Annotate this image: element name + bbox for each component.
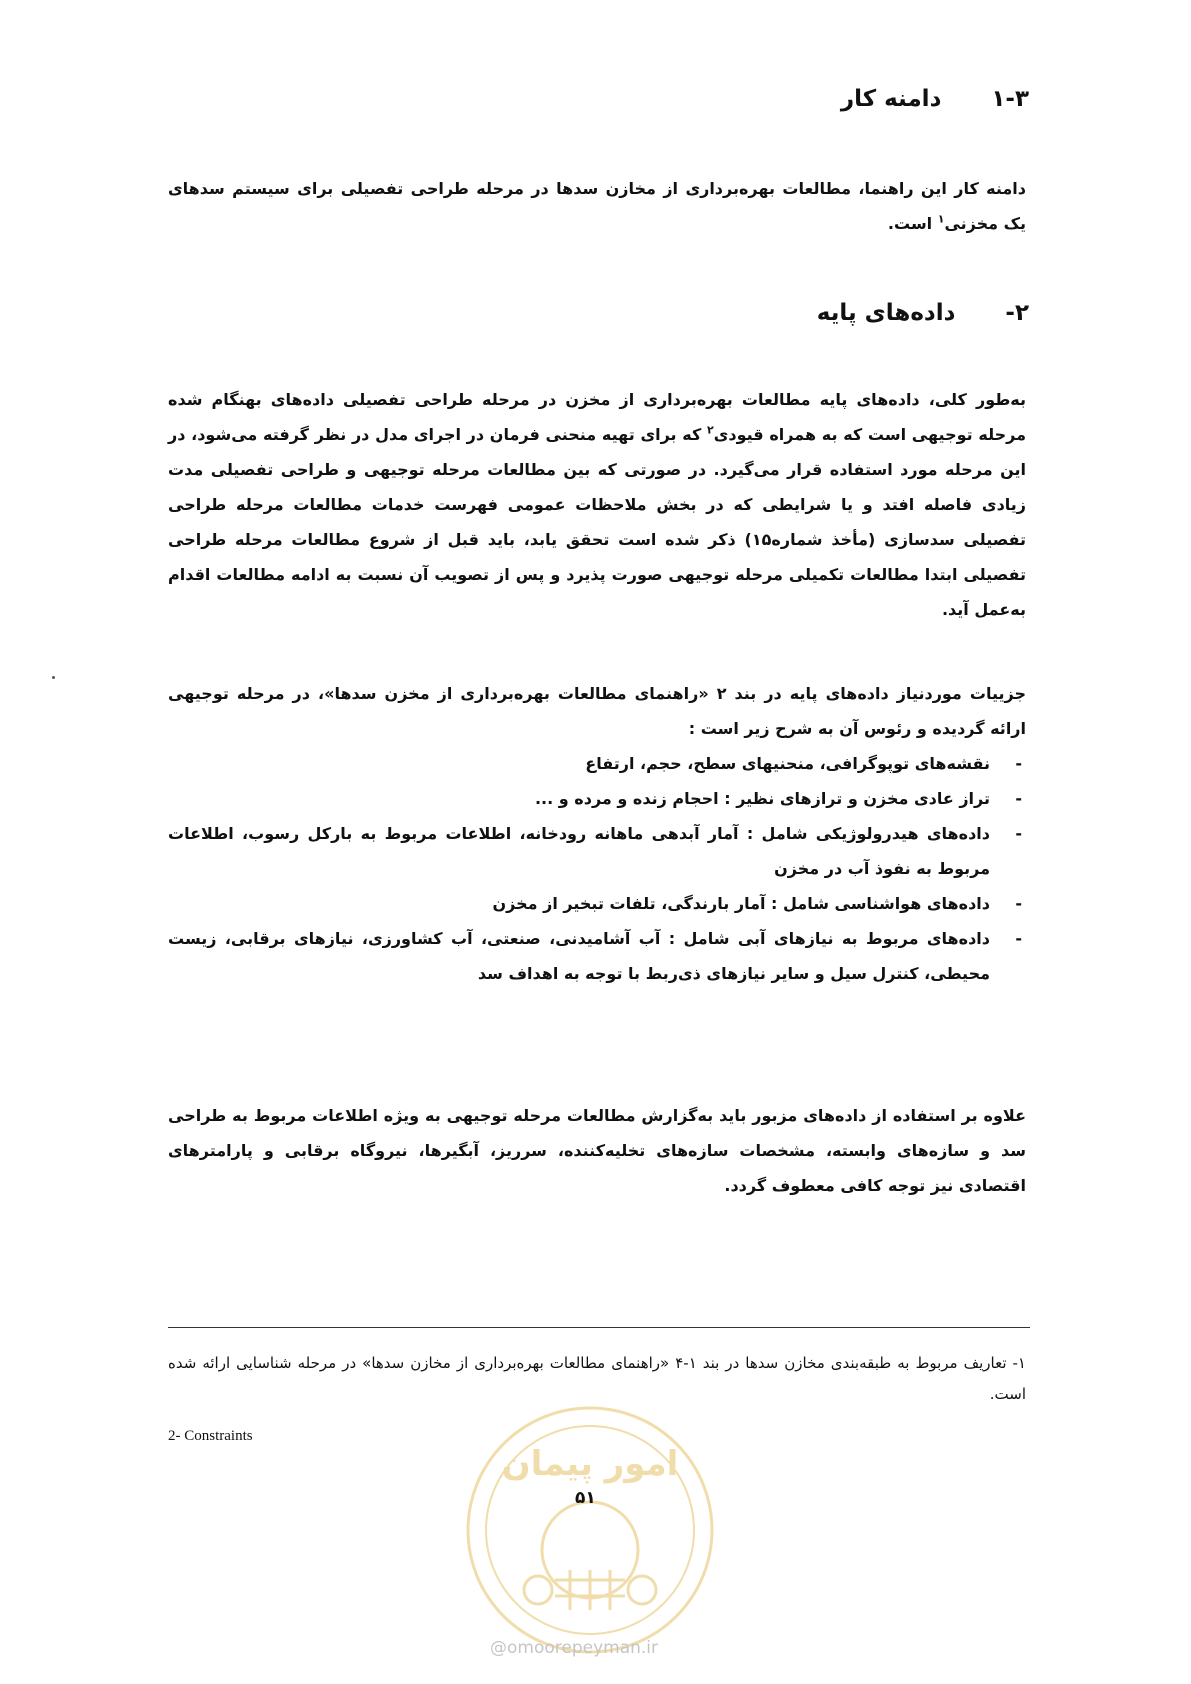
section-number: ۲- [1005, 300, 1029, 326]
bullet-marker: - [1015, 894, 1022, 913]
footnote-2: 2- Constraints [168, 1428, 253, 1444]
base-data-paragraph-2: جزییات موردنیاز داده‌های پایه در بند ۲ «راهنمای مطالعات بهره‌برداری از مخزن سدها»، در مرحله توجیهی ارائه گردیده و رئوس آن به شرح زیر است : [168, 684, 1026, 738]
watermark-url: @omoorepeyman.ir [490, 1638, 659, 1658]
section-heading-scope [841, 86, 1029, 112]
list-item: - داده‌های مربوط به نیازهای آبی شامل : آب آشامیدنی، صنعتی، آب کشاورزی، نیازهای برقابی، زیست محیطی، کنترل سیل و سایر نیازهای ذی‌ربط با توجه به اهداف سد [168, 921, 1026, 991]
scope-paragraph: دامنه کار این راهنما، مطالعات بهره‌برداری از مخازن سدها در مرحله طراحی تفصیلی برای سیستم سدهای یک مخزنی$^۱$ است. [168, 179, 1026, 233]
section-title: داده‌های پایه [816, 300, 956, 326]
footnote-divider [168, 1327, 1030, 1328]
section-title: دامنه کار [840, 86, 942, 112]
list-item: - تراز عادی مخزن و ترازهای نظیر : احجام زنده و مرده و ... [168, 781, 1026, 816]
margin-dot [52, 676, 55, 679]
base-data-paragraph-3: علاوه بر استفاده از داده‌های مزبور باید به‌گزارش مطالعات مرحله توجیهی به ویژه اطلاعات مربوط به طراحی سد و سازه‌های وابسته، مشخصات سازه‌های تخلیه‌کننده، سرریز، آبگیرها، نیروگاه برقابی و پارامترهای اقتصادی نیز توجه کافی معطوف گردد. [168, 1106, 1026, 1195]
section-number: ۱-۳ [991, 86, 1029, 112]
footnote-ref-2: ۲ [707, 423, 714, 437]
list-item: - داده‌های هواشناسی شامل : آمار بارندگی، تلفات تبخیر از مخزن [168, 886, 1026, 921]
page-number: ۵۱ [575, 1488, 596, 1508]
bullet-marker: - [1015, 929, 1022, 948]
footnote-1: ۱- تعاریف مربوط به طبقه‌بندی مخازن سدها در بند ۱-۴ «راهنمای مطالعات بهره‌برداری از مخازن سدها» در مرحله شناسایی ارائه شده است. [168, 1354, 1026, 1403]
seal-watermark-icon [460, 1400, 720, 1660]
base-data-paragraph-1: به‌طور کلی، داده‌های پایه مطالعات بهره‌برداری از مخزن در مرحله طراحی تفصیلی داده‌های بهنگام شده مرحله توجیهی است که به همراه قیودی$^۲$ که برای تهیه منحنی فرمان در اجرای مدل در نظر گرفته می‌شود، در این مرحله مورد استفاده قرار می‌گیرد. در صورتی که بین مطالعات مرحله توجیهی و طراحی تفصیلی مدت زیادی فاصله افتد و یا شرایطی که در بخش ملاحظات عمومی فهرست خدمات مطالعات مرحله طراحی تفصیلی سدسازی (مأخذ شماره۱۵) ذکر شده است تحقق یابد، باید قبل از شروع مطالعات مرحله طراحی تفصیلی ابتدا مطالعات تکمیلی مرحله توجیهی صورت پذیرد و پس از تصویب آن نسبت به ادامه مطالعات اقدام به‌عمل آید. [168, 390, 1027, 619]
bullet-marker: - [1015, 789, 1022, 808]
base-data-list [168, 746, 1026, 991]
list-item: - نقشه‌های توپوگرافی، منحنیهای سطح، حجم، ارتفاع [168, 746, 1026, 781]
list-item: - داده‌های هیدرولوژیکی شامل : آمار آبدهی ماهانه رودخانه، اطلاعات مربوط به بارکل رسوب، اطلاعات مربوط به نفوذ آب در مخزن [168, 816, 1026, 886]
svg-text:امور پیمان: امور پیمان [501, 1444, 679, 1484]
bullet-marker: - [1015, 754, 1022, 773]
bullet-marker: - [1015, 824, 1022, 843]
section-heading-base-data [817, 300, 1029, 326]
footnote-ref-1: ۱ [937, 212, 945, 226]
